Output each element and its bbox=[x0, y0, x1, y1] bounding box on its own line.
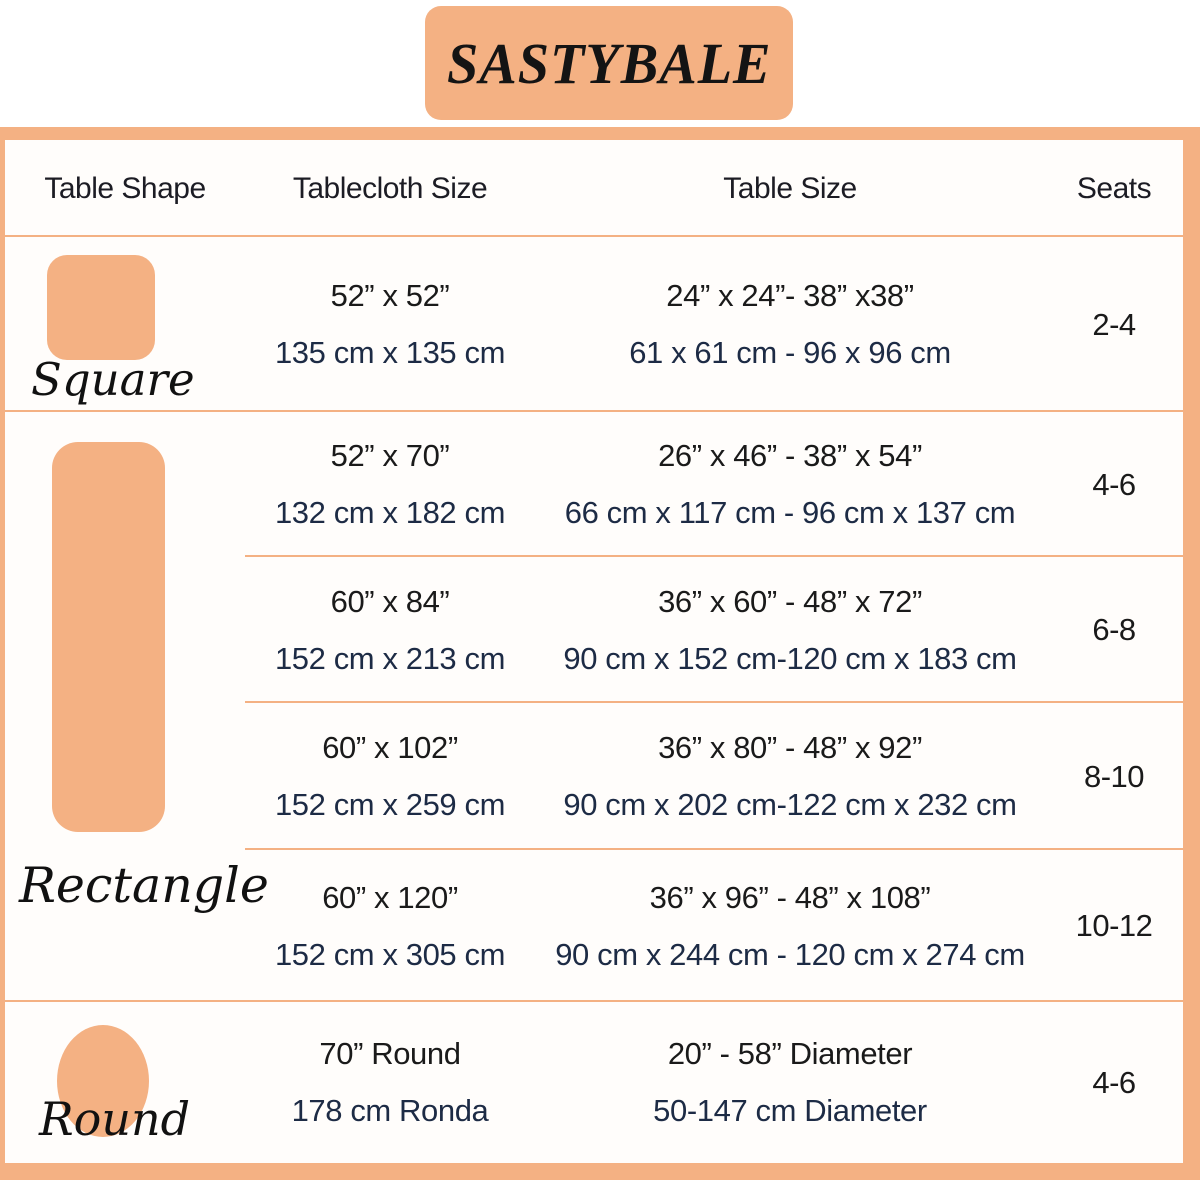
tablecloth-size-cm: 152 cm x 305 cm bbox=[274, 936, 506, 972]
brand-name: SASTYBALE bbox=[446, 30, 772, 96]
table-size-cm: 61 x 61 cm - 96 x 96 cm bbox=[629, 335, 951, 370]
table-size-cm: 66 cm x 117 cm - 96 cm x 137 cm bbox=[564, 495, 1016, 530]
tablecloth-size-cm: 135 cm x 135 cm bbox=[274, 335, 506, 370]
tablecloth-size-cm: 152 cm x 259 cm bbox=[274, 787, 506, 822]
header-seats: Seats bbox=[1076, 171, 1152, 205]
square-label: Square bbox=[31, 353, 195, 406]
table-size-inches: 36” x 96” - 48” x 108” bbox=[649, 879, 931, 915]
table-size-cm: 90 cm x 152 cm-120 cm x 183 cm bbox=[563, 640, 1017, 676]
seats-value: 8-10 bbox=[1083, 758, 1145, 794]
seats-value: 10-12 bbox=[1075, 908, 1153, 943]
table-row-round bbox=[5, 1002, 1183, 1163]
tablecloth-size-cm: 152 cm x 213 cm bbox=[274, 640, 506, 676]
header-table-size: Table Size bbox=[723, 171, 857, 205]
tablecloth-size-cm: 178 cm Ronda bbox=[291, 1093, 489, 1128]
tablecloth-size-inches: 60” x 120” bbox=[322, 879, 458, 915]
tablecloth-size-inches: 60” x 84” bbox=[330, 583, 450, 619]
table-rowgroup-rectangle bbox=[5, 412, 1183, 1002]
size-chart-table bbox=[0, 127, 1200, 1180]
table-size-cm: 90 cm x 202 cm-122 cm x 232 cm bbox=[563, 787, 1017, 822]
seats-value: 4-6 bbox=[1092, 466, 1136, 502]
table-size-inches: 20” - 58” Diameter bbox=[667, 1036, 913, 1071]
tablecloth-size-inches: 60” x 102” bbox=[322, 730, 458, 765]
square-shape-icon bbox=[47, 255, 155, 360]
tablecloth-size-inches: 70” Round bbox=[319, 1036, 461, 1071]
table-size-inches: 24” x 24”- 38” x38” bbox=[666, 278, 914, 313]
rectangle-label: Rectangle bbox=[19, 857, 269, 914]
header-table-shape: Table Shape bbox=[44, 171, 206, 205]
brand-banner bbox=[425, 6, 793, 120]
table-size-inches: 26” x 46” - 38” x 54” bbox=[658, 438, 922, 473]
tablecloth-size-inches: 52” x 70” bbox=[330, 438, 450, 473]
table-size-cm: 50-147 cm Diameter bbox=[653, 1093, 927, 1128]
seats-value: 6-8 bbox=[1092, 612, 1136, 647]
table-row-square bbox=[5, 237, 1183, 412]
table-row-rect-4 bbox=[5, 850, 1183, 1002]
tablecloth-size-inches: 52” x 52” bbox=[330, 278, 450, 313]
table-row-rect-2 bbox=[5, 557, 1183, 703]
tablecloth-size-cm: 132 cm x 182 cm bbox=[274, 495, 506, 530]
table-header-row bbox=[5, 140, 1183, 237]
round-label: Round bbox=[39, 1092, 191, 1146]
header-tablecloth-size: Tablecloth Size bbox=[292, 171, 488, 205]
table-row-rect-1 bbox=[5, 412, 1183, 557]
seats-value: 4-6 bbox=[1092, 1064, 1136, 1100]
seats-value: 2-4 bbox=[1092, 306, 1136, 342]
table-size-inches: 36” x 60” - 48” x 72” bbox=[658, 583, 922, 619]
table-row-rect-3 bbox=[5, 703, 1183, 850]
table-size-cm: 90 cm x 244 cm - 120 cm x 274 cm bbox=[555, 936, 1025, 972]
table-size-inches: 36” x 80” - 48” x 92” bbox=[658, 730, 922, 765]
